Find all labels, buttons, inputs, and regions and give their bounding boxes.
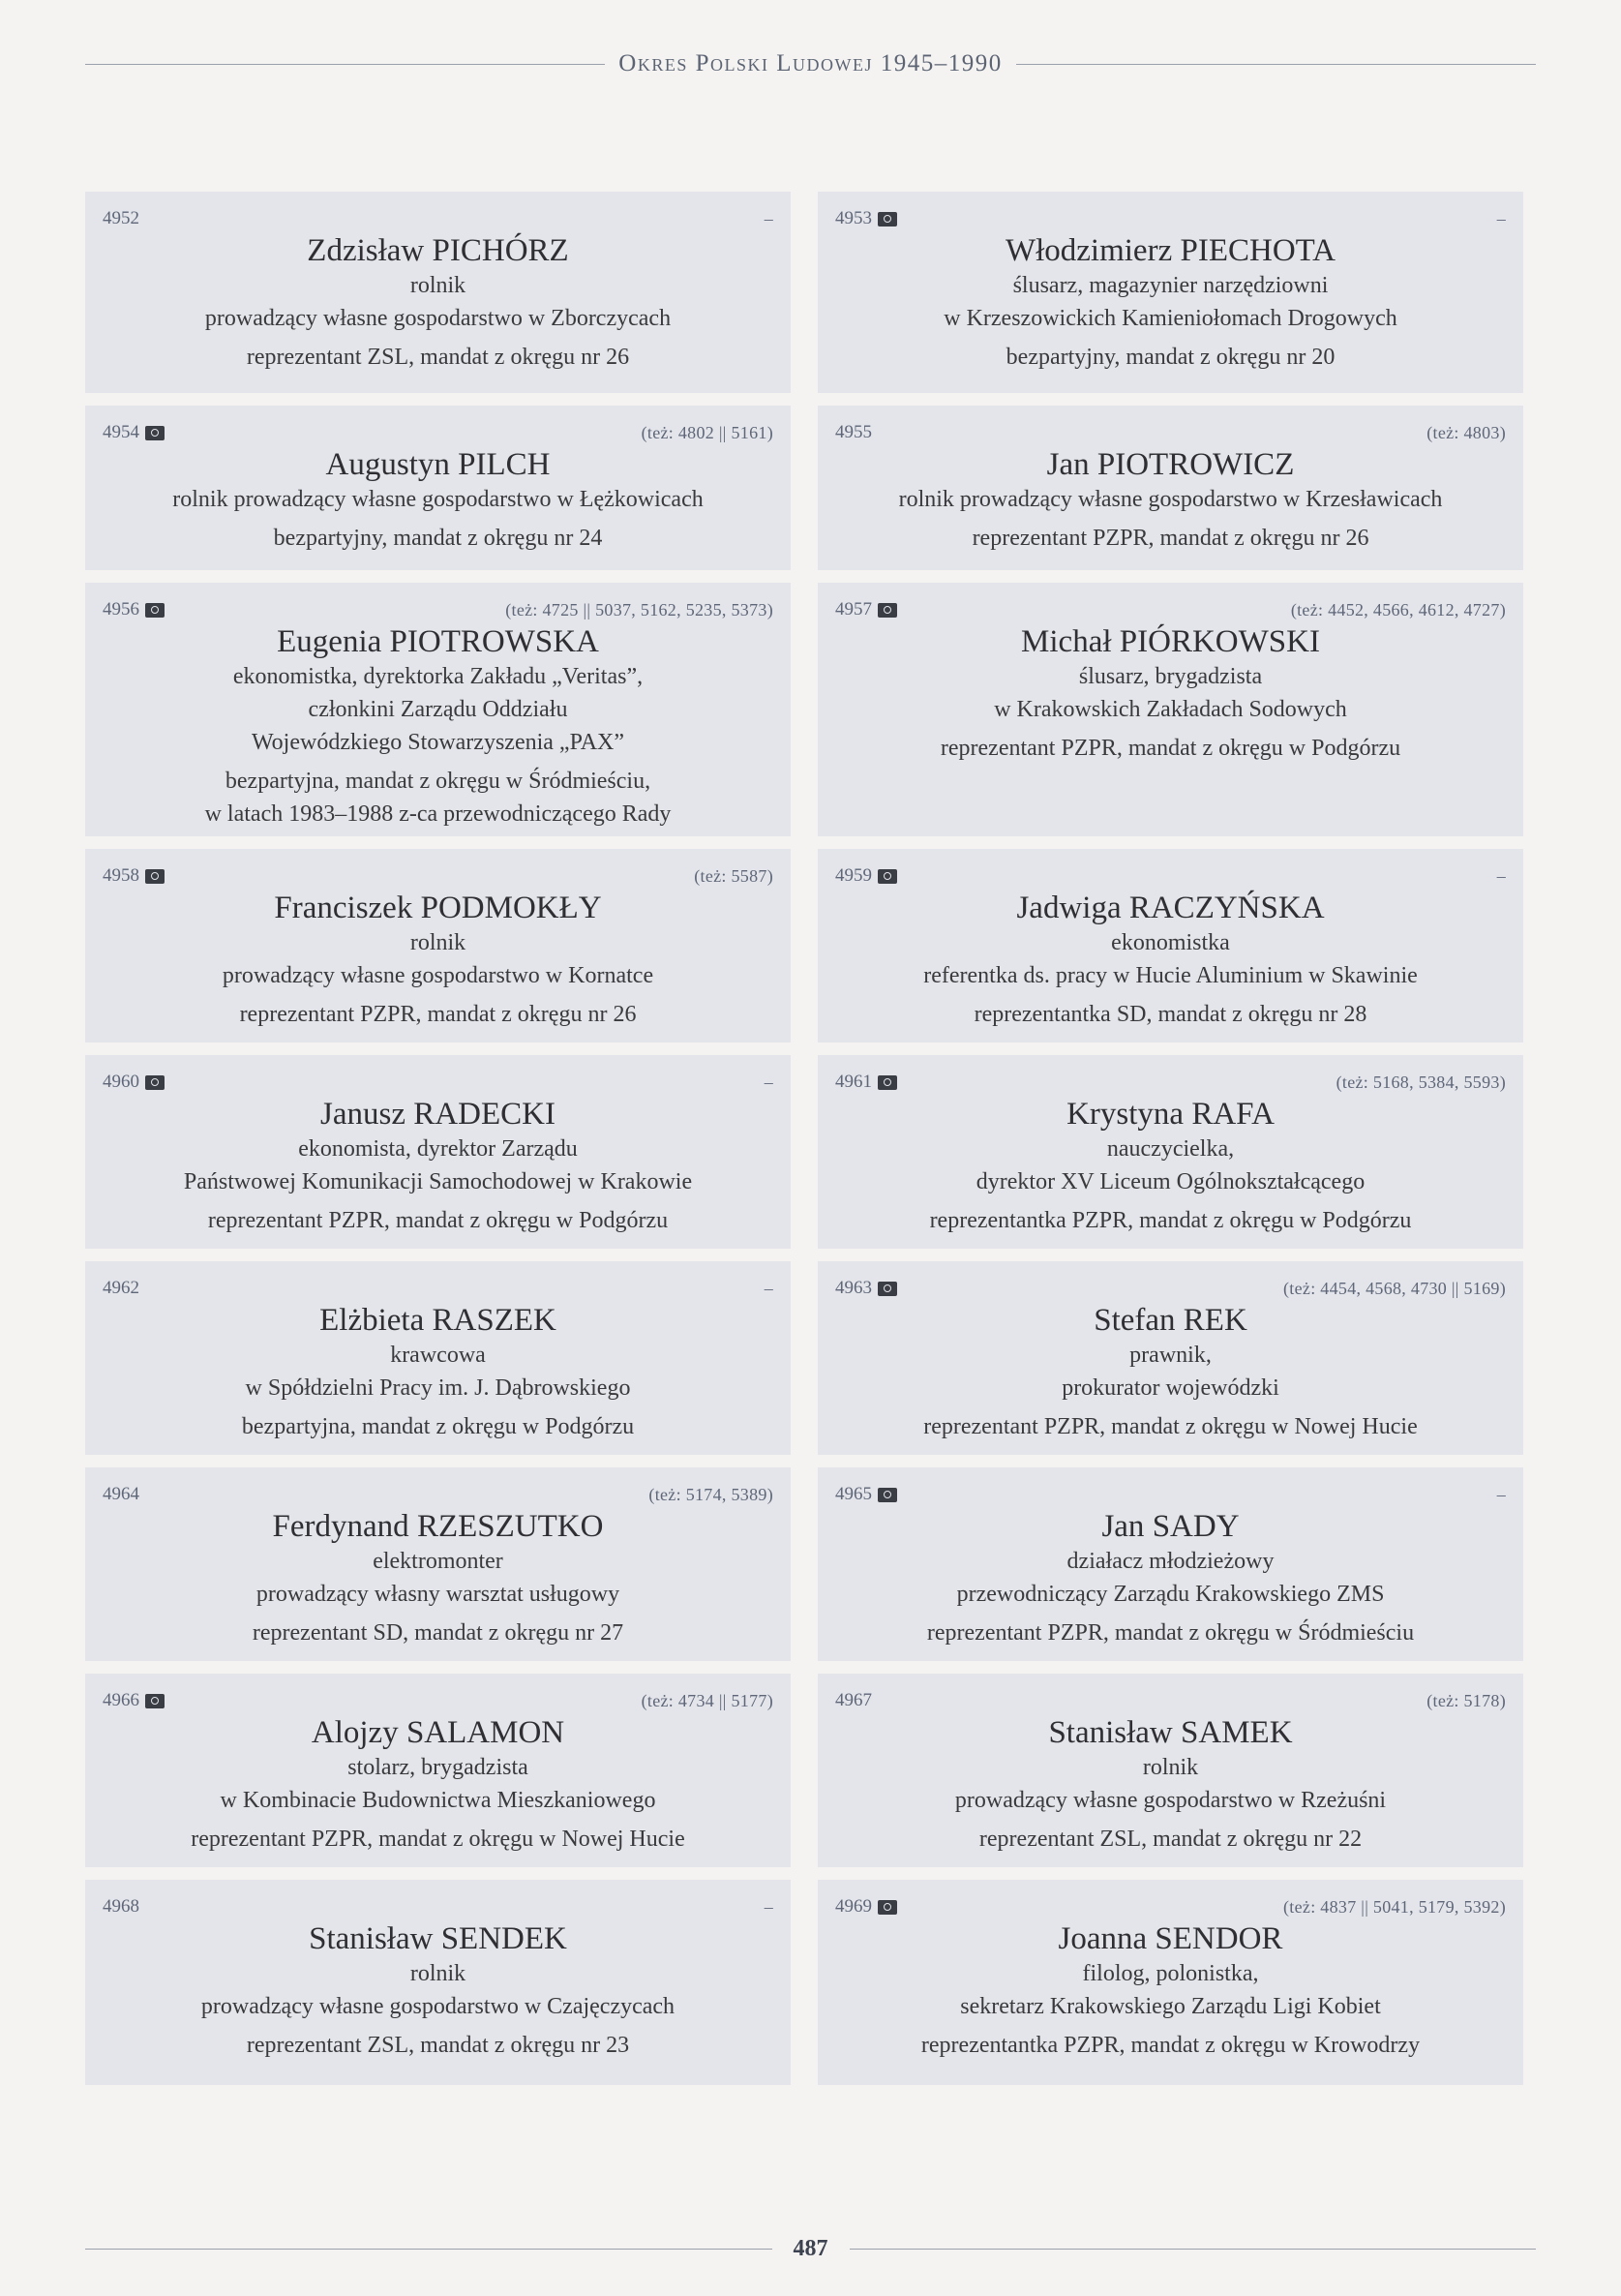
mandate-line: reprezentant ZSL, mandat z okręgu nr 26 — [246, 345, 630, 370]
occupation-line: prowadzący własne gospodarstwo w Zborczycach — [204, 306, 672, 331]
occupation-line: rolnik — [409, 930, 466, 955]
photo-icon — [878, 1900, 897, 1915]
photo-icon — [878, 869, 897, 884]
entry-header — [835, 1071, 1506, 1094]
first-name: Zdzisław — [307, 233, 425, 268]
entry-header — [835, 598, 1506, 621]
occupation-line: sekretarz Krakowskiego Zarządu Ligi Kobiet — [960, 1994, 1381, 2019]
photo-icon — [878, 603, 897, 618]
last-name: SENDEK — [440, 1921, 567, 1956]
last-name: SALAMON — [405, 1715, 565, 1750]
entry-header — [103, 1277, 773, 1300]
running-header-title: Okres Polski Ludowej 1945–1990 — [618, 50, 1003, 76]
last-name: PIOTROWICZ — [1096, 447, 1295, 482]
entry-number-group — [103, 1072, 165, 1093]
entry-header — [103, 864, 773, 888]
occupation-line: referentka ds. pracy w Hucie Aluminium w Skawinie — [923, 963, 1418, 988]
entry-cross-reference: (też: 5587) — [694, 865, 773, 886]
mandate-line: reprezentant SD, mandat z okręgu nr 27 — [252, 1620, 624, 1646]
person-name — [103, 623, 773, 660]
last-name: PIOTROWSKA — [389, 624, 599, 659]
mandate-line: reprezentant PZPR, mandat z okręgu w Śródmieściu — [926, 1620, 1415, 1646]
entry-card — [85, 1055, 791, 1249]
entry-body — [103, 1714, 773, 1856]
last-name: PICHÓRZ — [432, 233, 569, 268]
occupation-line: dyrektor XV Liceum Ogólnokształcącego — [976, 1169, 1366, 1194]
occupation-line: prowadzący własne gospodarstwo w Rzeżuśni — [954, 1788, 1387, 1813]
photo-icon — [145, 603, 165, 618]
mandate-line: reprezentantka SD, mandat z okręgu nr 28 — [974, 1002, 1367, 1027]
entry-number-group — [103, 208, 139, 229]
entry-cross-reference: – — [764, 1072, 773, 1092]
photo-icon — [145, 1694, 165, 1708]
occupation-line: rolnik prowadzący własne gospodarstwo w Łężkowicach — [172, 487, 704, 512]
occupation-line: rolnik — [1142, 1755, 1199, 1780]
entry-number-group — [103, 1278, 139, 1299]
last-name: PIECHOTA — [1180, 233, 1336, 268]
first-name: Stanisław — [1048, 1715, 1173, 1750]
entry-number-group — [835, 1278, 897, 1299]
entry-number: 4967 — [835, 1690, 872, 1710]
entry-cross-reference: – — [1496, 1484, 1506, 1504]
entry-cross-reference: – — [1496, 865, 1506, 886]
entry-card — [818, 1674, 1523, 1867]
occupation-line: działacz młodzieżowy — [1066, 1549, 1275, 1574]
photo-icon — [145, 1075, 165, 1090]
entry-body — [835, 1508, 1506, 1649]
first-name: Eugenia — [277, 624, 382, 659]
entry-header — [835, 1689, 1506, 1712]
entry-number: 4954 — [103, 422, 139, 442]
entry-number: 4965 — [835, 1484, 872, 1504]
last-name: RAFA — [1191, 1097, 1275, 1132]
entry-number: 4956 — [103, 599, 139, 619]
entry-number: 4957 — [835, 599, 872, 619]
entry-body — [103, 623, 773, 831]
entry-number: 4962 — [103, 1278, 139, 1298]
entry-body — [835, 623, 1506, 765]
entry-number: 4953 — [835, 208, 872, 228]
mandate-line: reprezentant PZPR, mandat z okręgu w Podgórzu — [207, 1208, 669, 1233]
last-name: RADECKI — [413, 1097, 555, 1132]
last-name: PODMOKŁY — [420, 891, 602, 925]
person-name — [835, 1302, 1506, 1339]
person-name — [835, 1096, 1506, 1133]
entry-number-group — [835, 1484, 897, 1505]
first-name: Michał — [1021, 624, 1112, 659]
last-name: SAMEK — [1181, 1715, 1293, 1750]
entry-cross-reference: (też: 4452, 4566, 4612, 4727) — [1290, 599, 1506, 619]
entry-header — [103, 598, 773, 621]
entry-cross-reference: (też: 4803) — [1426, 422, 1506, 442]
photo-icon — [145, 869, 165, 884]
entry-card — [85, 1880, 791, 2085]
occupation-line: ekonomistka, dyrektorka Zakładu „Veritas”, — [232, 664, 644, 689]
entry-number: 4961 — [835, 1072, 872, 1092]
entry-header — [835, 207, 1506, 230]
extra-line: w latach 1983–1988 z-ca przewodniczącego Rady — [204, 801, 672, 827]
first-name: Jan — [1101, 1509, 1145, 1544]
occupation-line: w Spółdzielni Pracy im. J. Dąbrowskiego — [245, 1375, 631, 1401]
last-name: SADY — [1152, 1509, 1240, 1544]
entry-body — [835, 1920, 1506, 2062]
entry-cross-reference: (też: 4734 || 5177) — [641, 1690, 773, 1710]
entry-header — [103, 1689, 773, 1712]
mandate-line: reprezentant PZPR, mandat z okręgu w Podgórzu — [940, 736, 1401, 761]
entry-card — [85, 1467, 791, 1661]
entry-body — [103, 232, 773, 374]
entry-cross-reference: – — [764, 208, 773, 228]
entry-number-group — [835, 1072, 897, 1093]
first-name: Joanna — [1058, 1921, 1148, 1956]
person-name — [835, 623, 1506, 660]
entry-number-group — [835, 208, 897, 229]
entry-card — [818, 583, 1523, 836]
entry-body — [835, 1096, 1506, 1237]
entry-cross-reference: (też: 4725 || 5037, 5162, 5235, 5373) — [505, 599, 773, 619]
occupation-line: prokurator wojewódzki — [1062, 1375, 1279, 1401]
last-name: PILCH — [458, 447, 551, 482]
first-name: Augustyn — [325, 447, 450, 482]
entry-header — [103, 1071, 773, 1094]
entry-body — [835, 1302, 1506, 1443]
entry-header — [103, 207, 773, 230]
occupation-line: w Krzeszowickich Kamieniołomach Drogowych — [944, 306, 1397, 331]
footer-rule-left — [85, 2249, 772, 2250]
entry-number-group — [103, 865, 165, 887]
entry-card — [85, 1261, 791, 1455]
photo-icon — [878, 212, 897, 227]
person-name — [835, 1920, 1506, 1957]
last-name: RACZYŃSKA — [1128, 891, 1325, 925]
first-name: Stanisław — [309, 1921, 434, 1956]
entry-number: 4952 — [103, 208, 139, 228]
occupation-line: nauczycielka, — [1106, 1136, 1235, 1162]
occupation-line: przewodniczący Zarządu Krakowskiego ZMS — [956, 1582, 1385, 1607]
occupation-line: ekonomista, dyrektor Zarządu — [298, 1136, 578, 1162]
entry-body — [835, 232, 1506, 374]
person-name — [103, 890, 773, 926]
first-name: Stefan — [1094, 1303, 1176, 1338]
occupation-line: ślusarz, brygadzista — [1078, 664, 1263, 689]
photo-icon — [878, 1488, 897, 1502]
entry-header — [103, 421, 773, 444]
entry-number-group — [835, 865, 897, 887]
entry-body — [103, 446, 773, 555]
entry-number: 4960 — [103, 1072, 139, 1092]
first-name: Elżbieta — [319, 1303, 425, 1338]
mandate-line: bezpartyjny, mandat z okręgu nr 24 — [273, 526, 603, 551]
first-name: Alojzy — [311, 1715, 399, 1750]
last-name: SENDOR — [1155, 1921, 1283, 1956]
mandate-line: reprezentantka PZPR, mandat z okręgu w Podgórzu — [929, 1208, 1412, 1233]
first-name: Jan — [1046, 447, 1090, 482]
entry-number: 4964 — [103, 1484, 139, 1504]
entry-body — [103, 1302, 773, 1443]
entry-number-group — [103, 422, 165, 443]
first-name: Jadwiga — [1016, 891, 1122, 925]
entry-number-group — [835, 599, 897, 620]
mandate-line: reprezentantka PZPR, mandat z okręgu w Krowodrzy — [920, 2033, 1421, 2058]
last-name: RASZEK — [432, 1303, 556, 1338]
occupation-line: w Kombinacie Budownictwa Mieszkaniowego — [220, 1788, 656, 1813]
occupation-line: członkini Zarządu Oddziału — [308, 697, 568, 722]
mandate-line: reprezentant PZPR, mandat z okręgu w Nowej Hucie — [923, 1414, 1418, 1439]
entry-body — [835, 446, 1506, 555]
entry-number-group — [103, 1484, 139, 1505]
mandate-line: bezpartyjna, mandat z okręgu w Śródmieściu, — [225, 769, 651, 794]
mandate-line: reprezentant ZSL, mandat z okręgu nr 22 — [978, 1827, 1363, 1852]
person-name — [103, 1920, 773, 1957]
entry-number: 4963 — [835, 1278, 872, 1298]
entry-body — [103, 890, 773, 1031]
entry-body — [835, 890, 1506, 1031]
person-name — [835, 232, 1506, 269]
mandate-line: reprezentant ZSL, mandat z okręgu nr 23 — [246, 2033, 630, 2058]
entry-number-group — [103, 599, 165, 620]
entry-card — [85, 406, 791, 570]
occupation-line: rolnik prowadzący własne gospodarstwo w Krzesławicach — [898, 487, 1443, 512]
entry-card — [818, 1880, 1523, 2085]
first-name: Krystyna — [1066, 1097, 1185, 1132]
entry-cross-reference: (też: 5178) — [1426, 1690, 1506, 1710]
occupation-line: prawnik, — [1129, 1343, 1212, 1368]
occupation-line: krawcowa — [390, 1343, 486, 1368]
first-name: Włodzimierz — [1005, 233, 1173, 268]
entry-cross-reference: (też: 5174, 5389) — [648, 1484, 773, 1504]
mandate-line: bezpartyjna, mandat z okręgu w Podgórzu — [241, 1414, 635, 1439]
entry-card — [818, 1467, 1523, 1661]
photo-icon — [145, 426, 165, 440]
entry-cross-reference: (też: 5168, 5384, 5593) — [1336, 1072, 1506, 1092]
occupation-line: ekonomistka — [1111, 930, 1230, 955]
entry-card — [85, 1674, 791, 1867]
entries-grid — [85, 192, 1523, 2085]
entry-body — [835, 1714, 1506, 1856]
last-name: PIÓRKOWSKI — [1119, 624, 1320, 659]
header-rule-right — [1016, 64, 1536, 65]
page-number: 487 — [793, 2236, 828, 2261]
occupation-line: prowadzący własne gospodarstwo w Kornatce — [222, 963, 654, 988]
entry-card — [85, 583, 791, 836]
entry-number-group — [835, 1690, 872, 1711]
mandate-line: reprezentant PZPR, mandat z okręgu w Nowej Hucie — [191, 1827, 685, 1852]
entry-body — [103, 1096, 773, 1237]
occupation-line: Państwowej Komunikacji Samochodowej w Krakowie — [183, 1169, 693, 1194]
person-name — [103, 1096, 773, 1133]
entry-header — [835, 1277, 1506, 1300]
occupation-line: rolnik — [409, 1961, 466, 1986]
entry-cross-reference: – — [764, 1278, 773, 1298]
photo-icon — [878, 1075, 897, 1090]
occupation-line: w Krakowskich Zakładach Sodowych — [994, 697, 1347, 722]
entry-card — [818, 849, 1523, 1042]
entry-header — [835, 421, 1506, 444]
entry-card — [818, 406, 1523, 570]
entry-number-group — [835, 1896, 897, 1918]
entry-number-group — [103, 1690, 165, 1711]
entry-cross-reference: (też: 4454, 4568, 4730 || 5169) — [1283, 1278, 1506, 1298]
entry-card — [85, 849, 791, 1042]
entry-body — [103, 1920, 773, 2062]
entry-number-group — [835, 422, 872, 443]
entry-number-group — [103, 1896, 139, 1918]
entry-number: 4959 — [835, 865, 872, 886]
person-name — [103, 1508, 773, 1545]
entry-header — [835, 1483, 1506, 1506]
person-name — [835, 1508, 1506, 1545]
entry-body — [103, 1508, 773, 1649]
occupation-line: rolnik — [409, 273, 466, 298]
last-name: RZESZUTKO — [416, 1509, 604, 1544]
entry-header — [835, 1895, 1506, 1918]
entry-cross-reference: (też: 4837 || 5041, 5179, 5392) — [1283, 1896, 1506, 1917]
occupation-line: prowadzący własne gospodarstwo w Czajęczycach — [200, 1994, 675, 2019]
entry-number: 4958 — [103, 865, 139, 886]
entry-number: 4968 — [103, 1896, 139, 1917]
occupation-line: Wojewódzkiego Stowarzyszenia „PAX” — [251, 730, 625, 755]
entry-header — [103, 1895, 773, 1918]
entry-card — [818, 1261, 1523, 1455]
person-name — [835, 446, 1506, 483]
person-name — [835, 1714, 1506, 1751]
person-name — [103, 1714, 773, 1751]
entry-number: 4966 — [103, 1690, 139, 1710]
running-header — [85, 50, 1536, 77]
occupation-line: stolarz, brygadzista — [347, 1755, 528, 1780]
footer-rule-right — [850, 2249, 1537, 2250]
mandate-line: reprezentant PZPR, mandat z okręgu nr 26 — [239, 1002, 637, 1027]
mandate-line: bezpartyjny, mandat z okręgu nr 20 — [1006, 345, 1336, 370]
photo-icon — [878, 1282, 897, 1296]
person-name — [103, 232, 773, 269]
entry-number: 4969 — [835, 1896, 872, 1917]
entry-cross-reference: – — [764, 1896, 773, 1917]
header-rule-left — [85, 64, 605, 65]
first-name: Janusz — [320, 1097, 406, 1132]
person-name — [103, 1302, 773, 1339]
entry-cross-reference: (też: 4802 || 5161) — [641, 422, 773, 442]
entry-number: 4955 — [835, 422, 872, 442]
last-name: REK — [1183, 1303, 1247, 1338]
entry-header — [835, 864, 1506, 888]
person-name — [103, 446, 773, 483]
occupation-line: elektromonter — [373, 1549, 503, 1574]
mandate-line: reprezentant PZPR, mandat z okręgu nr 26 — [972, 526, 1369, 551]
occupation-line: ślusarz, magazynier narzędziowni — [1012, 273, 1329, 298]
entry-card — [818, 1055, 1523, 1249]
person-name — [835, 890, 1506, 926]
entry-card — [818, 192, 1523, 393]
page-footer — [85, 2236, 1536, 2262]
first-name: Franciszek — [274, 891, 413, 925]
occupation-line: prowadzący własny warsztat usługowy — [255, 1582, 620, 1607]
entry-cross-reference: – — [1496, 208, 1506, 228]
entry-card — [85, 192, 791, 393]
first-name: Ferdynand — [272, 1509, 409, 1544]
entry-header — [103, 1483, 773, 1506]
occupation-line: filolog, polonistka, — [1082, 1961, 1259, 1986]
